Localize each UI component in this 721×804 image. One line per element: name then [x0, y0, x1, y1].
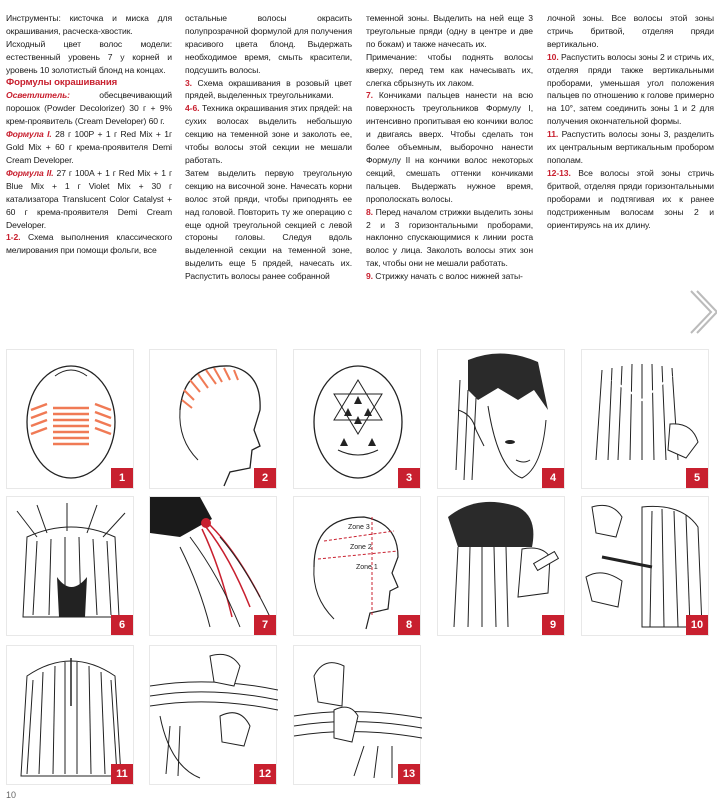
panel-number-11: 11	[111, 764, 133, 784]
step-10-number: 10.	[547, 51, 559, 62]
panel-number-12: 12	[254, 764, 276, 784]
illustration-panel-2	[149, 349, 277, 489]
panel-number-4: 4	[542, 468, 564, 488]
panel-number-10: 10	[686, 615, 708, 635]
illustration-panel-3	[293, 349, 421, 489]
step-10-paragraph	[547, 51, 714, 128]
step-4-6-continued: Затем выделить первую треугольную секцию на височной зоне. Начесать корни волос этой пряди, чтобы приподнять ее над головой. Повторить ту же операцию с еще одной треугольной секцией с левой стороны головы. Следуя вдоль выделенной секции на теменной зоне, выделить еще 5 прядей, начесать их. Распустить волосы ранее собранной	[185, 167, 352, 282]
illustration-panel-7	[149, 496, 277, 636]
step-3-paragraph	[185, 77, 352, 103]
illustration-panel-12	[149, 645, 277, 785]
formula-1-label: Формула I.	[6, 129, 52, 140]
text-column-1	[6, 12, 172, 257]
step-11-number: 11.	[547, 129, 559, 140]
step-8-paragraph	[366, 206, 533, 271]
illustration-panel-11	[6, 645, 134, 785]
next-page-arrow-icon[interactable]	[687, 287, 717, 337]
illustration-panel-10	[581, 496, 709, 636]
step-7-paragraph	[366, 89, 533, 205]
base-color-paragraph: Исходный цвет волос модели: естественный уровень 7 у корней и уровень 10 золотистый блонд на концах.	[6, 38, 172, 75]
step-7-number: 7.	[366, 90, 373, 101]
step-9-number: 9.	[366, 271, 373, 282]
step-12-13-text: Все волосы этой зоны стричь бритвой, отделяя пряди горизонтальными проборами и подтягивая их к ранее подстриженным волосам зоны 2 и ориентируясь на их длину.	[547, 167, 714, 230]
panel-number-1: 1	[111, 468, 133, 488]
illustration-panel-1	[6, 349, 134, 489]
step-6-continued: теменной зоны. Выделить на ней еще 3 треугольные пряди (одну в центре и две по бокам) и также начесать их.	[366, 13, 533, 49]
panel-number-3: 3	[398, 468, 420, 488]
panel-number-8: 8	[398, 615, 420, 635]
step-1-2-text: Схема выполнения классического мелирования при помощи фольги, все	[6, 232, 172, 256]
formula-2-paragraph	[6, 167, 172, 232]
illustration-panel-5	[581, 349, 709, 489]
formula-2-label: Формула II.	[6, 167, 54, 178]
step-4-6-number: 4-6.	[185, 103, 200, 114]
step-1-2-number: 1-2.	[6, 232, 21, 243]
step-12-13-paragraph	[547, 167, 714, 232]
panel-number-13: 13	[398, 764, 420, 784]
lightener-text: обесцвечивающий порошок (Powder Decolorizer) 30 г + 9% крем-проявитель (Cream Developer) 60 г.	[6, 90, 172, 127]
step-2-continued: остальные волосы окрасить полупрозрачной формулой для получения красивого цвета блонд. Выдержать необходимое время, смыть красители, подсушить волосы.	[185, 13, 352, 75]
panel-number-9: 9	[542, 615, 564, 635]
step-11-text: Распустить волосы зоны 3, разделить их центральным вертикальным пробором пополам.	[547, 129, 714, 165]
step-12-13-number: 12-13.	[547, 167, 571, 178]
illustration-panel-4	[437, 349, 565, 489]
panel-number-5: 5	[686, 468, 708, 488]
step-11-paragraph	[547, 128, 714, 167]
lightener-paragraph	[6, 89, 172, 128]
step-9-continued: лочной зоны. Все волосы этой зоны стричь бритвой, отделяя пряди вертикально.	[547, 13, 714, 49]
panel-number-2: 2	[254, 468, 276, 488]
illustration-panel-13	[293, 645, 421, 785]
step-3-text: Схема окрашивания в розовый цвет прядей, выделенных треугольниками.	[185, 77, 352, 101]
step-4-6-text: Техника окрашивания этих прядей: на сухих волосах выделить небольшую секцию на теменной зоне и заколоть ее, чтобы волосы этой секции не мешали работать.	[185, 103, 352, 165]
text-column-2	[185, 12, 352, 283]
zone-1-label: Zone 1	[356, 564, 378, 571]
illustration-panel-6	[6, 496, 134, 636]
step-8-text: Перед началом стрижки выделить зоны 2 и 3 горизонтальными проборами, наклонно спускающимися к линии роста волос у лица. Заколоть волосы этих зон так, чтобы они не мешали работать.	[366, 206, 533, 269]
step-1-2-paragraph	[6, 231, 172, 257]
step-4-6-paragraph	[185, 102, 352, 167]
panel-number-7: 7	[254, 615, 276, 635]
illustration-panel-9	[437, 496, 565, 636]
text-column-3	[366, 12, 533, 283]
step-8-number: 8.	[366, 206, 373, 217]
formulas-heading: Формулы окрашивания	[6, 76, 118, 88]
text-column-4	[547, 12, 714, 231]
formula-1-paragraph	[6, 128, 172, 167]
step-10-text: Распустить волосы зоны 2 и стричь их, отделяя пряди также вертикальными проборами, уменьшая угол положения пальцев по отношению к голове примерно на 10°, затем соединить зоны 1 и 2 для получения окончательной формы.	[547, 51, 714, 127]
step-3-number: 3.	[185, 77, 192, 88]
step-9-paragraph	[366, 270, 533, 283]
page-number: 10	[6, 790, 17, 800]
step-9-text: Стрижку начать с волос нижней заты-	[372, 271, 523, 282]
zone-2-label: Zone 2	[350, 544, 372, 551]
panel-number-6: 6	[111, 615, 133, 635]
tools-paragraph: Инструменты: кисточка и миска для окрашивания, расческа-хвостик.	[6, 13, 172, 36]
lightener-label: Осветлитель:	[6, 90, 70, 101]
formula-2-text: 27 г 100A + 1 г Red Mix + 1 г Blue Mix + 1 г Violet Mix + 30 г катализатора Translucent Color Catalyst + 60 г крема-проявителя Demi Cream Developer.	[6, 167, 172, 230]
formula-1-text: 28 г 100P + 1 г Red Mix + 1г Gold Mix + 60 г крема-проявителя Demi Cream Developer.	[6, 129, 172, 165]
illustration-panel-8	[293, 496, 421, 636]
step-7-text: Кончиками пальцев нанести на всю поверхность треугольников Формулу I, интенсивно пропитывая ею кончики волос и двигаясь вверх. Чтобы сделать тон более объемным, выборочно нанести Формулу II на кончики волос некоторых секций, смешать оттенки кончиками пальцев. Выдержать нужное время, прополоскать волосы.	[366, 90, 533, 204]
note-paragraph: Примечание: чтобы поднять волосы кверху, перед тем как начесывать их, слегка сбрызнуть их лаком.	[366, 51, 533, 88]
zone-3-label: Zone 3	[348, 524, 370, 531]
